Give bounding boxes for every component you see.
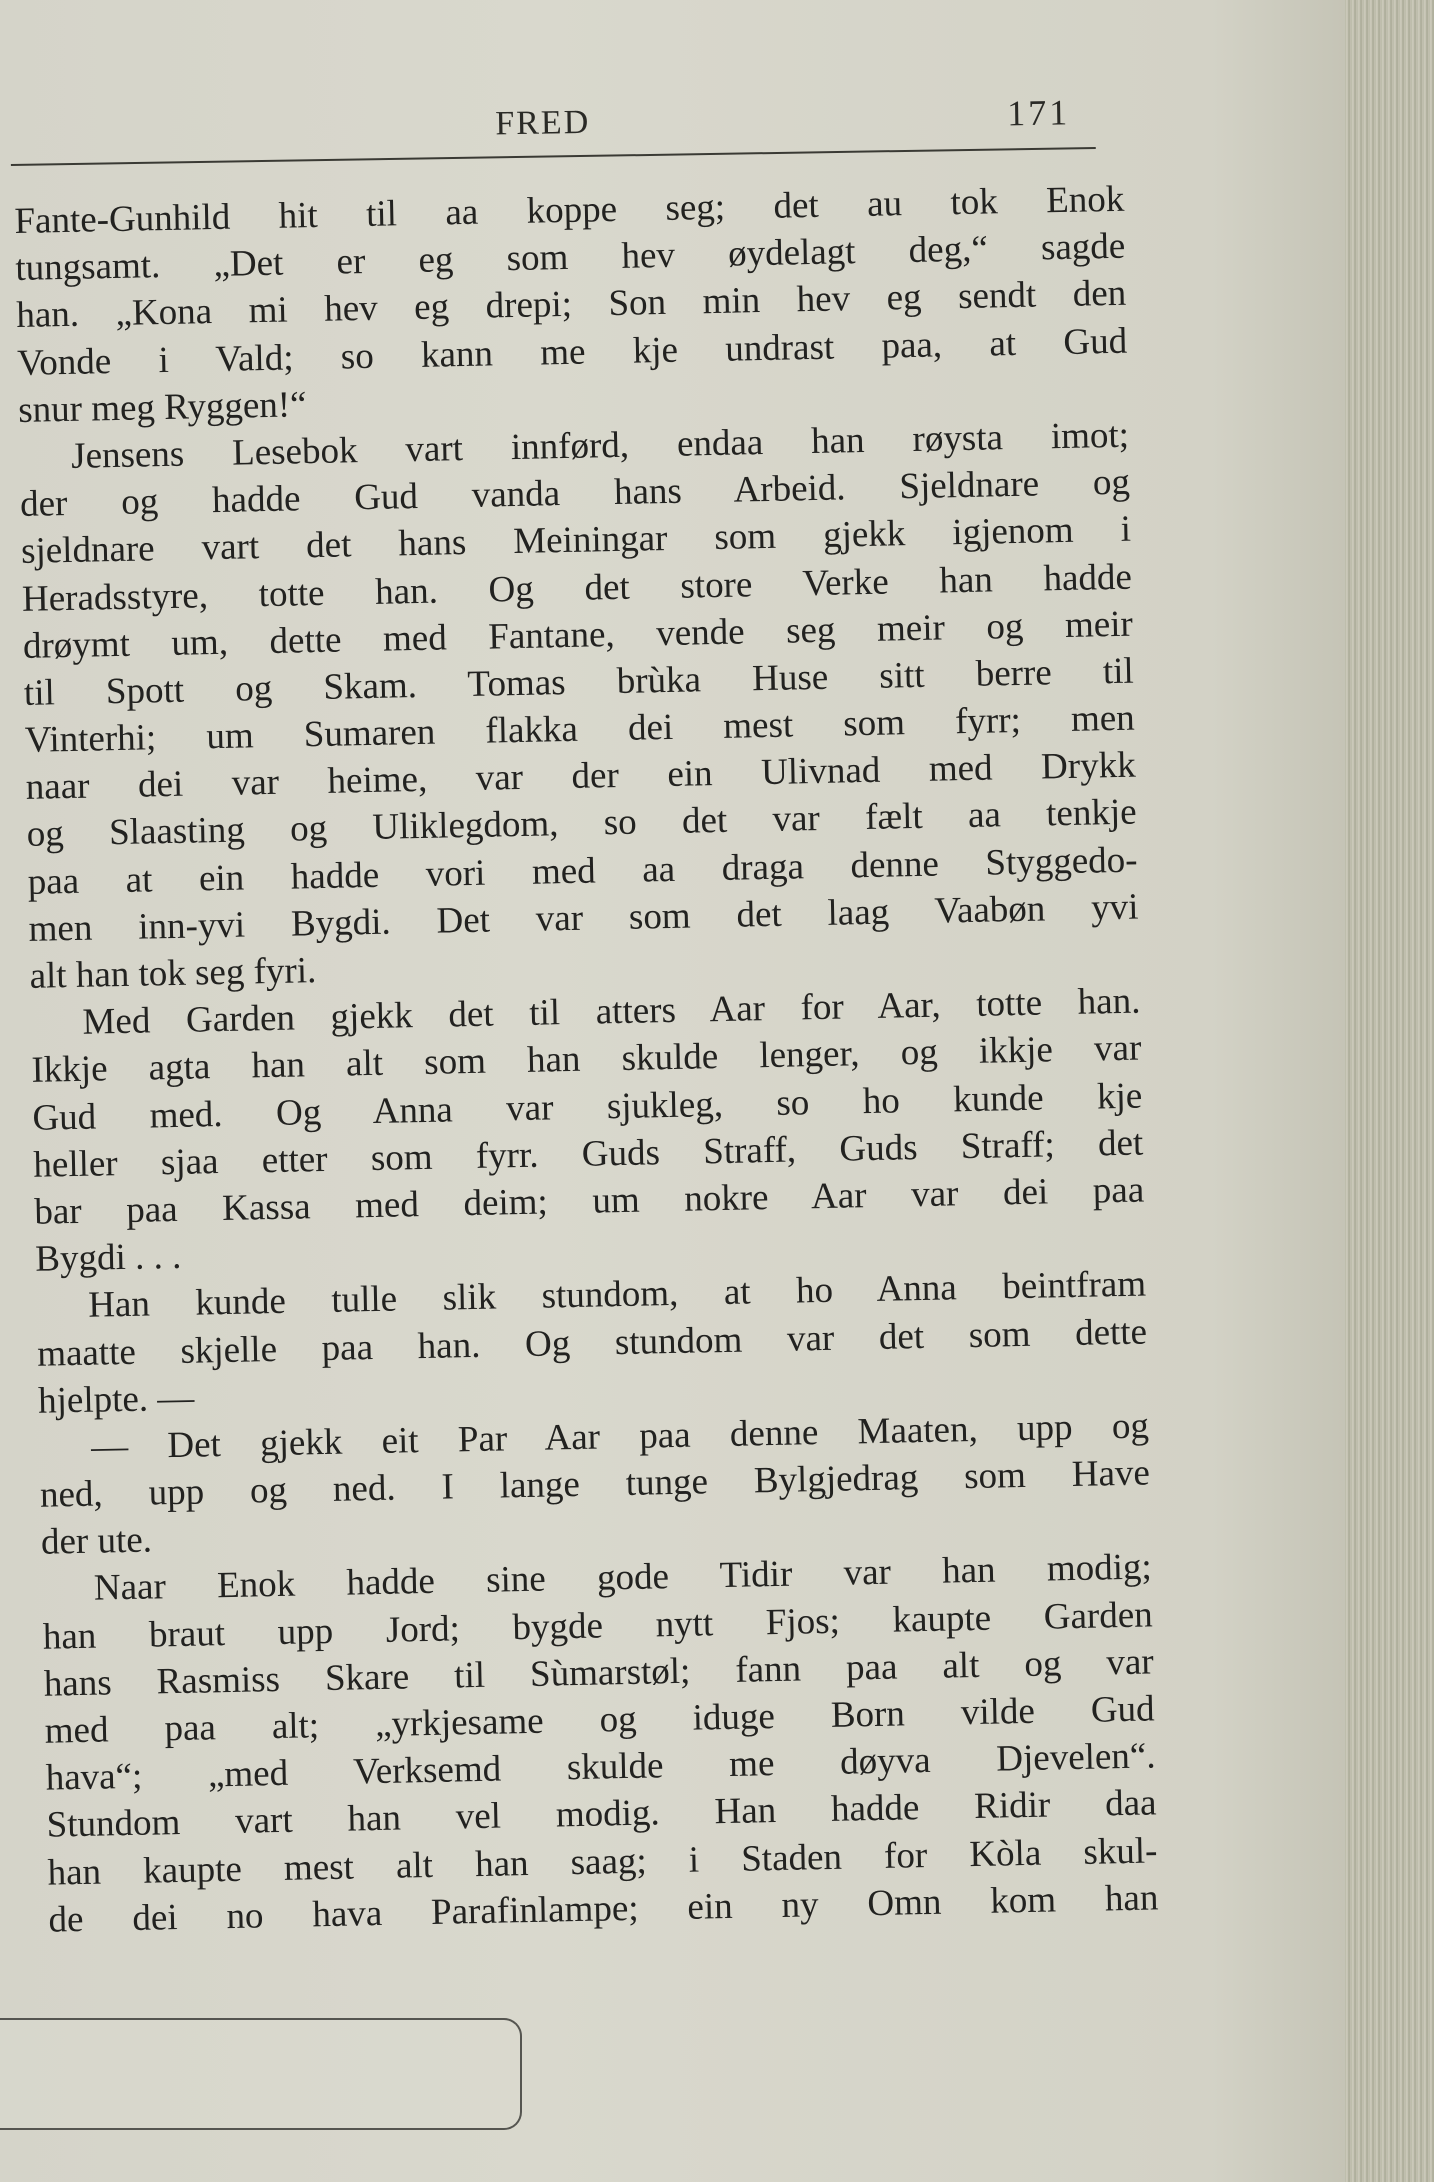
page-number: 171 [1006,92,1071,134]
text-line: til Spott og Skam. Tomas brùka Huse sitt berre til [23,650,1135,714]
text-line: Fante-Gunhild hit til aa koppe seg; det au tok Enok [14,178,1125,242]
text-line: Med Garden gjekk det til atters Aar for Aar, totte han. [82,980,1141,1043]
text-line: han. „Kona mi hev eg drepi; Son min hev eg sendt den [15,273,1127,337]
text-line: tungsamt. „Det er eg som hev øydelagt deg,“ sagde [15,225,1126,290]
text-line: Gud med. Og Anna var sjukleg, so ho kunde kje [32,1075,1143,1139]
text-line: Stundom vart han vel modig. Han hadde Ridir daa [46,1782,1157,1847]
text-line: drøymt um, dette med Fantane, vende seg meir og meir [22,603,1134,667]
text-line: maatte skjelle paa han. Og stundom var det som dette [36,1310,1148,1375]
text-line: Vinterhi; um Sumaren flakka dei mest som fyrr; men [24,697,1136,761]
text-line: — Det gjekk eit Par Aar paa denne Maaten, upp og [90,1405,1150,1468]
text-line: naar dei var heime, var der ein Ulivnad med Drykk [25,744,1137,809]
text-line: med paa alt; „yrkjesame og iduge Born vilde Gud [44,1688,1155,1752]
text-line: sjeldnare vart det hans Meiningar som gjekk igjenom i [20,508,1132,573]
text-line: hava“; „med Verksemd skulde me døyva Djevelen“. [45,1735,1156,1799]
text-line: Bygdi . . . [34,1235,182,1280]
text-line: der og hadde Gud vanda hans Arbeid. Sjeldnare og [19,461,1131,526]
text-line: de dei no hava Parafinlampe; ein ny Omn kom han [48,1877,1159,1941]
text-line: bar paa Kassa med deim; um nokre Aar var dei paa [33,1169,1145,1233]
text-line: Naar Enok hadde sine gode Tidir var han modig; [93,1546,1153,1610]
text-line: hans Rasmiss Skare til Sùmarstøl; fann paa alt og var [43,1641,1155,1705]
page-header [10,91,1096,164]
text-line: der ute. [40,1519,153,1563]
text-line: paa at ein hadde vori med aa draga denne Styggedo- [27,839,1138,903]
text-line: Han kunde tulle slik stundom, at ho Anna beintfram [87,1263,1147,1327]
text-line: han braut upp Jord; bygde nytt Fjos; kaupte Garden [42,1594,1154,1658]
text-line: men inn-yvi Bygdi. Det var som det laag Vaabøn yvi [28,886,1139,950]
bookmark-tab [0,2018,522,2130]
running-head: FRED [495,103,591,143]
text-line: han kaupte mest alt han saag; i Staden for Kòla skul- [47,1829,1158,1894]
body-text [14,176,1159,1944]
text-line: Ikkje agta han alt som han skulde lenger, og ikkje var [31,1027,1142,1092]
text-line: heller sjaa etter som fyrr. Guds Straff, Guds Straff; det [33,1122,1144,1186]
text-line: ned, upp og ned. I lange tunge Bylgjedrag som Have [39,1452,1151,1516]
page-edge [1345,0,1434,2182]
text-line: Heradsstyre, totte han. Og det store Verke han hadde [21,556,1133,620]
header-rule [11,147,1096,166]
text-line: Jensens Lesebok vart innførd, endaa han røysta imot; [70,414,1130,477]
text-line: og Slaasting og Uliklegdom, so det var fælt aa tenkje [26,792,1137,856]
text-line: hjelpte. — [37,1377,195,1422]
text-line: snur meg Ryggen!“ [17,383,307,431]
text-line: Vonde i Vald; so kann me kje undrast paa, at Gud [16,320,1128,384]
text-line: alt han tok seg fyri. [29,950,317,997]
